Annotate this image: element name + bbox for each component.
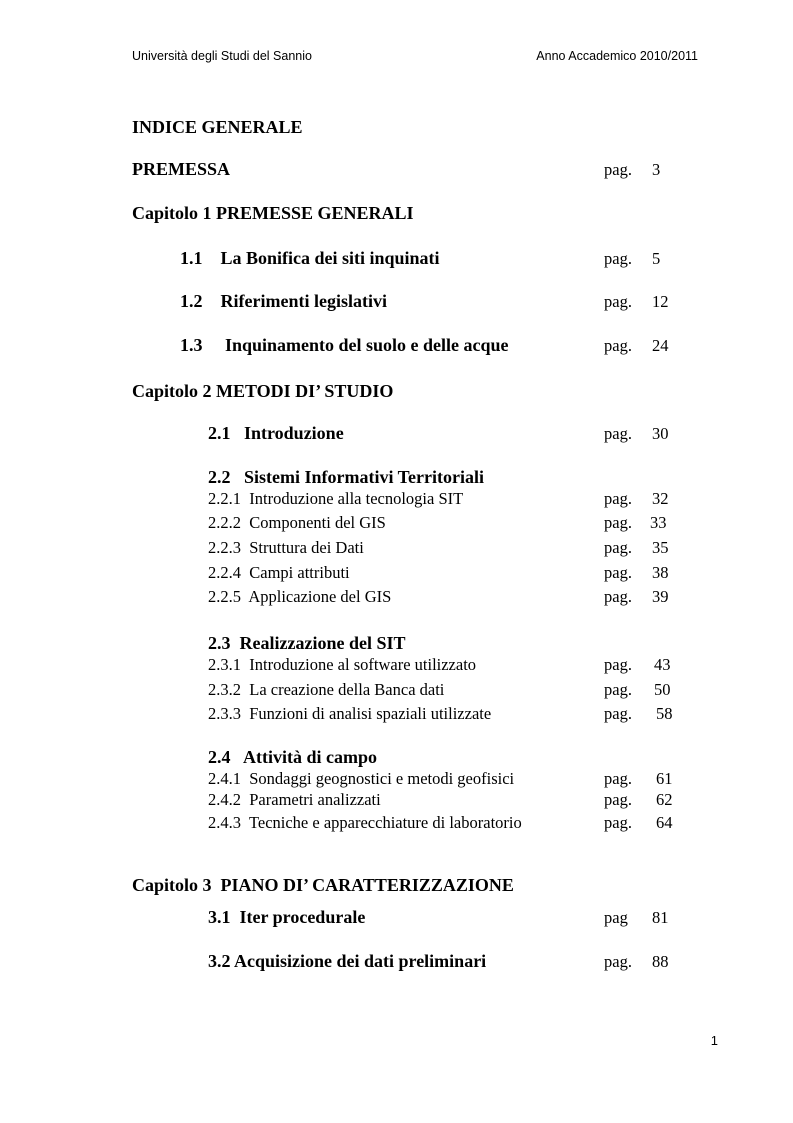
toc-entry-2-2-4: 2.2.4 Campi attributi [208, 563, 350, 582]
toc-section-2-4: 2.4 Attività di campo [208, 747, 377, 767]
toc-entry-1-3: 1.3 Inquinamento del suolo e delle acque [180, 335, 509, 355]
pag-label: pag. [604, 680, 632, 699]
toc-entry-2-3-1: 2.3.1 Introduzione al software utilizzato [208, 655, 477, 674]
page-number: 62 [656, 790, 673, 809]
toc-chapter-1: Capitolo 1 PREMESSE GENERALI [132, 203, 414, 223]
toc-entry-2-2-2: 2.2.2 Componenti del GIS [208, 513, 386, 532]
page-number: 12 [652, 292, 669, 311]
page-number: 5 [652, 249, 661, 268]
pag-label: pag. [604, 489, 632, 508]
pag-label: pag. [604, 538, 632, 557]
toc-entry-premessa: PREMESSA [132, 159, 231, 179]
toc-entry-3-2: 3.2 Acquisizione dei dati preliminari [208, 951, 487, 971]
page-number: 24 [652, 336, 669, 355]
toc-entry-2-2-1: 2.2.1 Introduzione alla tecnologia SIT [208, 489, 464, 508]
pag-label: pag. [604, 292, 632, 311]
page-number: 3 [652, 160, 661, 179]
toc-entry-1-2: 1.2 Riferimenti legislativi [180, 291, 387, 311]
page-footer-number: 1 [710, 1033, 718, 1048]
pag-label: pag. [604, 813, 632, 832]
page-number: 32 [652, 489, 669, 508]
pag-label: pag. [604, 160, 632, 179]
pag-label: pag. [604, 563, 632, 582]
pag-label: pag. [604, 424, 632, 443]
toc-entry-3-1: 3.1 Iter procedurale [208, 907, 366, 927]
pag-label: pag. [604, 587, 632, 606]
pag-label: pag. [604, 952, 632, 971]
index-title: INDICE GENERALE [132, 117, 303, 137]
pag-label: pag [604, 908, 628, 927]
page-number: 43 [654, 655, 671, 674]
header-university: Università degli Studi del Sannio [132, 49, 312, 63]
toc-section-2-3: 2.3 Realizzazione del SIT [208, 633, 406, 653]
pag-label: pag. [604, 790, 632, 809]
page-number: 61 [656, 769, 673, 788]
page-number: 58 [656, 704, 673, 723]
header-academic-year: Anno Accademico 2010/2011 [536, 49, 698, 63]
toc-section-2-2: 2.2 Sistemi Informativi Territoriali [208, 467, 484, 487]
toc-entry-2-4-1: 2.4.1 Sondaggi geognostici e metodi geofisici [208, 769, 515, 788]
pag-label: pag. [604, 655, 632, 674]
pag-label: pag. [604, 704, 632, 723]
pag-label: pag. [604, 513, 632, 532]
page-number: 64 [656, 813, 673, 832]
toc-entry-2-2-3: 2.2.3 Struttura dei Dati [208, 538, 364, 557]
toc-entry-2-4-3: 2.4.3 Tecniche e apparecchiature di laboratorio [208, 813, 522, 832]
toc-entry-2-4-2: 2.4.2 Parametri analizzati [208, 790, 381, 809]
page-number: 39 [652, 587, 669, 606]
toc-entry-2-2-5: 2.2.5 Applicazione del GIS [208, 587, 392, 606]
pag-label: pag. [604, 769, 632, 788]
page-number: 50 [654, 680, 671, 699]
page-number: 33 [650, 513, 667, 532]
toc-entry-2-3-3: 2.3.3 Funzioni di analisi spaziali utilizzate [208, 704, 492, 723]
pag-label: pag. [604, 336, 632, 355]
pag-label: pag. [604, 249, 632, 268]
toc-entry-2-1: 2.1 Introduzione [208, 423, 344, 443]
page-number: 81 [652, 908, 669, 927]
toc-entry-2-3-2: 2.3.2 La creazione della Banca dati [208, 680, 445, 699]
toc-entry-1-1: 1.1 La Bonifica dei siti inquinati [180, 248, 440, 268]
toc-chapter-2: Capitolo 2 METODI DI’ STUDIO [132, 381, 394, 401]
page-number: 88 [652, 952, 669, 971]
page-number: 35 [652, 538, 669, 557]
toc-chapter-3: Capitolo 3 PIANO DI’ CARATTERIZZAZIONE [132, 875, 514, 895]
page-number: 38 [652, 563, 669, 582]
page-number: 30 [652, 424, 669, 443]
